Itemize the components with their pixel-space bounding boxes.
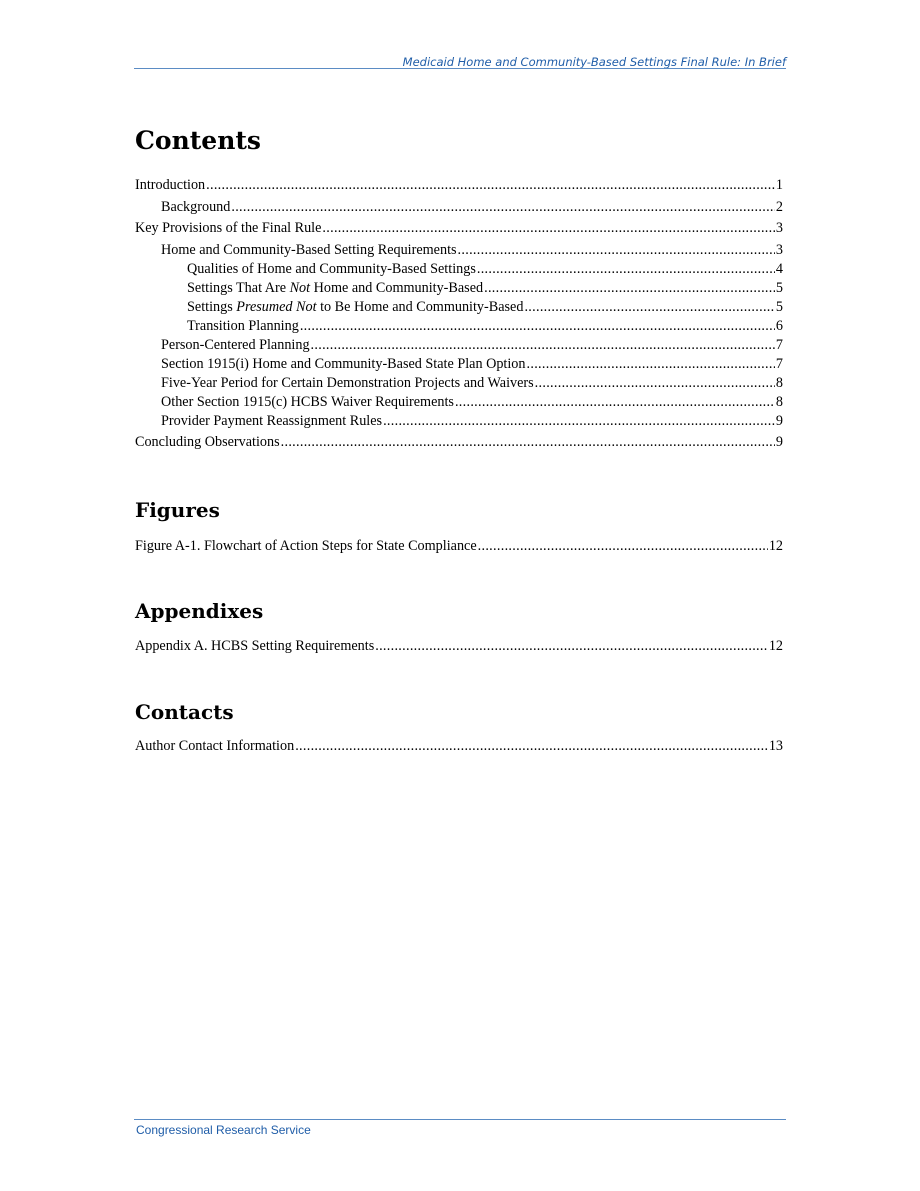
toc-entry-settings-not-hcb[interactable] bbox=[135, 280, 783, 299]
toc-entry-label: Author Contact Information bbox=[135, 738, 295, 754]
toc-entry-section-1915i[interactable] bbox=[135, 356, 783, 375]
dot-leader bbox=[322, 220, 775, 237]
dot-leader bbox=[458, 242, 775, 259]
toc-page-number: 5 bbox=[775, 279, 783, 296]
dot-leader bbox=[527, 356, 775, 373]
toc-entry-label: Home and Community-Based Setting Requirements bbox=[161, 241, 457, 258]
dot-leader bbox=[206, 177, 775, 194]
toc-entry-label: Appendix A. HCBS Setting Requirements bbox=[135, 638, 375, 654]
toc-entry-figure-a1[interactable] bbox=[135, 538, 783, 560]
toc-entry-section-1915c[interactable] bbox=[135, 394, 783, 413]
toc-entry-label: Transition Planning bbox=[187, 317, 299, 334]
toc-entry-label: Qualities of Home and Community-Based Settings bbox=[187, 260, 476, 277]
toc-entry-author-contact[interactable] bbox=[135, 738, 783, 760]
dot-leader bbox=[231, 199, 775, 216]
toc-entry-transition-planning[interactable] bbox=[135, 318, 783, 337]
toc-entry-label: Section 1915(i) Home and Community-Based State Plan Option bbox=[161, 355, 526, 372]
contents-heading: Contents bbox=[135, 126, 262, 155]
toc-entry-label: Provider Payment Reassignment Rules bbox=[161, 412, 383, 429]
dot-leader bbox=[300, 318, 775, 335]
appendixes-heading: Appendixes bbox=[135, 599, 264, 623]
toc-entry-setting-requirements[interactable] bbox=[135, 242, 783, 261]
toc-page-number: 8 bbox=[775, 374, 783, 391]
toc-entry-qualities[interactable] bbox=[135, 261, 783, 280]
dot-leader bbox=[281, 434, 775, 451]
toc-entry-label: Figure A-1. Flowchart of Action Steps for State Compliance bbox=[135, 538, 477, 554]
toc-entry-label: Settings Presumed Not to Be Home and Community-Based bbox=[187, 298, 524, 315]
dot-leader bbox=[478, 538, 768, 555]
contacts-heading: Contacts bbox=[135, 700, 234, 724]
toc-entry-person-centered[interactable] bbox=[135, 337, 783, 356]
dot-leader bbox=[375, 638, 768, 655]
toc-entry-label: Person-Centered Planning bbox=[161, 336, 310, 353]
toc-page-number: 3 bbox=[775, 241, 783, 258]
toc-page-number: 1 bbox=[775, 177, 783, 193]
footer-rule bbox=[134, 1119, 786, 1120]
toc-entry-key-provisions[interactable] bbox=[135, 220, 783, 242]
footer-organization: Congressional Research Service bbox=[136, 1123, 311, 1137]
toc-entry-label: Background bbox=[161, 198, 231, 215]
toc-entry-label: Introduction bbox=[135, 177, 206, 193]
toc-page-number: 3 bbox=[775, 220, 783, 236]
toc-page-number: 4 bbox=[775, 260, 783, 277]
dot-leader bbox=[484, 280, 775, 297]
toc-entry-settings-presumed-not[interactable] bbox=[135, 299, 783, 318]
toc-page-number: 5 bbox=[775, 298, 783, 315]
toc-entry-provider-payment[interactable] bbox=[135, 413, 783, 435]
toc-entry-label: Five-Year Period for Certain Demonstration Projects and Waivers bbox=[161, 374, 534, 391]
toc-page-number: 12 bbox=[768, 538, 783, 554]
toc-entry-label: Other Section 1915(c) HCBS Waiver Requirements bbox=[161, 393, 454, 410]
toc-entry-background[interactable] bbox=[135, 199, 783, 221]
toc-entry-introduction[interactable] bbox=[135, 177, 783, 199]
toc-page-number: 9 bbox=[775, 412, 783, 429]
contents-list bbox=[135, 177, 783, 456]
dot-leader bbox=[535, 375, 775, 392]
running-header: Medicaid Home and Community-Based Settings Final Rule: In Brief bbox=[402, 55, 786, 69]
header-rule bbox=[134, 68, 786, 69]
toc-entry-concluding[interactable] bbox=[135, 434, 783, 456]
toc-page-number: 12 bbox=[768, 638, 783, 654]
toc-page-number: 9 bbox=[775, 434, 783, 450]
appendixes-list bbox=[135, 638, 783, 660]
toc-page-number: 13 bbox=[768, 738, 783, 754]
toc-entry-label: Key Provisions of the Final Rule bbox=[135, 220, 322, 236]
toc-entry-label: Settings That Are Not Home and Community-Based bbox=[187, 279, 484, 296]
toc-page-number: 2 bbox=[775, 198, 783, 215]
dot-leader bbox=[477, 261, 775, 278]
figures-list bbox=[135, 538, 783, 560]
dot-leader bbox=[455, 394, 775, 411]
contacts-list bbox=[135, 738, 783, 760]
toc-page-number: 7 bbox=[775, 336, 783, 353]
toc-entry-label: Concluding Observations bbox=[135, 434, 280, 450]
dot-leader bbox=[295, 738, 768, 755]
dot-leader bbox=[311, 337, 775, 354]
toc-page-number: 8 bbox=[775, 393, 783, 410]
toc-page-number: 6 bbox=[775, 317, 783, 334]
dot-leader bbox=[383, 413, 775, 430]
toc-entry-five-year-period[interactable] bbox=[135, 375, 783, 394]
dot-leader bbox=[524, 299, 774, 316]
figures-heading: Figures bbox=[135, 498, 220, 522]
toc-page-number: 7 bbox=[775, 355, 783, 372]
toc-entry-appendix-a[interactable] bbox=[135, 638, 783, 660]
